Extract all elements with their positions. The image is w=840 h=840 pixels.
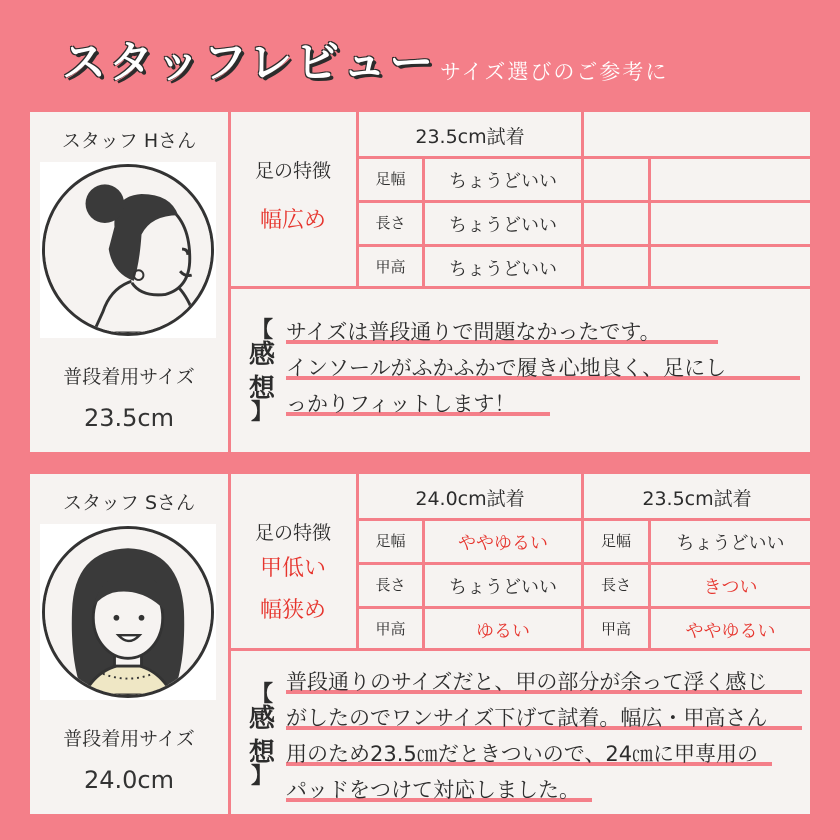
- impression-line: 用のため23.5㎝だときついので、24㎝に甲専用の: [286, 736, 806, 772]
- trial-header: 24.0cm試着: [415, 488, 525, 510]
- impression-tag: 【 感想 】: [248, 318, 275, 425]
- impression-line: 普段通りのサイズだと、甲の部分が余って浮く感じ: [286, 664, 806, 700]
- impression-line: がしたのでワンサイズ下げて試着。幅広・甲高さん: [286, 700, 806, 736]
- row-label-length: 長さ: [375, 576, 406, 594]
- row-label-width: 足幅: [375, 170, 406, 188]
- staff-s-avatar-icon: [42, 526, 214, 698]
- table-cell: きつい: [703, 577, 758, 598]
- divider: [228, 286, 810, 289]
- usual-size-label: 普段着用サイズ: [63, 366, 195, 388]
- foot-feature-value: 幅広め: [259, 208, 326, 233]
- table-cell: ちょうどいい: [449, 577, 557, 598]
- staff-h-avatar-icon: [42, 164, 214, 336]
- staff-name: スタッフ Hさん: [61, 130, 197, 152]
- divider: [356, 156, 810, 159]
- table-cell: ちょうどいい: [676, 533, 785, 554]
- divider: [356, 244, 810, 247]
- table-cell: ややゆるい: [685, 621, 776, 642]
- foot-feature-value: 幅狭め: [259, 598, 326, 623]
- impression-line: パッドをつけて対応しました。: [286, 772, 806, 808]
- table-cell: ややゆるい: [458, 533, 548, 554]
- foot-feature-label: 足の特徴: [254, 522, 331, 544]
- table-cell: ゆるい: [476, 621, 530, 642]
- row-label-instep: 甲高: [600, 620, 631, 638]
- avatar: [40, 162, 216, 338]
- foot-feature-value: 甲低い: [259, 556, 326, 581]
- impression-line: インソールがふかふかで履き心地良く、足にし: [286, 350, 806, 386]
- foot-feature-label: 足の特徴: [254, 160, 331, 182]
- trial-header: 23.5cm試着: [415, 126, 525, 148]
- avatar: [40, 524, 216, 700]
- divider: [228, 648, 810, 651]
- row-label-instep: 甲高: [375, 620, 406, 638]
- impression-line: っかりフィットします！: [286, 386, 806, 422]
- table-cell: ちょうどいい: [449, 259, 557, 280]
- header: [0, 0, 840, 110]
- impression-text: [286, 314, 806, 422]
- divider: [356, 200, 810, 203]
- divider: [648, 158, 651, 288]
- page-subtitle: サイズ選びのご参考に: [440, 60, 669, 84]
- row-label-width: 足幅: [375, 532, 406, 550]
- table-cell: ちょうどいい: [449, 215, 557, 236]
- divider: [356, 562, 810, 565]
- usual-size-value: 23.5cm: [83, 404, 174, 432]
- row-label-length: 長さ: [375, 214, 406, 232]
- table-cell: ちょうどいい: [449, 171, 557, 192]
- row-label-width: 足幅: [600, 532, 631, 550]
- impression-text: [286, 664, 806, 808]
- row-label-instep: 甲高: [375, 258, 406, 276]
- page-title: スタッフレビュー: [62, 37, 437, 88]
- divider: [356, 606, 810, 609]
- divider: [356, 518, 810, 521]
- review-card-h: [30, 112, 810, 452]
- usual-size-label: 普段着用サイズ: [63, 728, 195, 750]
- row-label-length: 長さ: [600, 576, 631, 594]
- trial-header: 23.5cm試着: [642, 488, 752, 510]
- impression-tag: 【 感想 】: [248, 682, 275, 789]
- impression-line: サイズは普段通りで問題なかったです。: [286, 314, 806, 350]
- review-card-s: [30, 474, 810, 814]
- staff-name: スタッフ Sさん: [62, 492, 196, 514]
- usual-size-value: 24.0cm: [83, 766, 174, 794]
